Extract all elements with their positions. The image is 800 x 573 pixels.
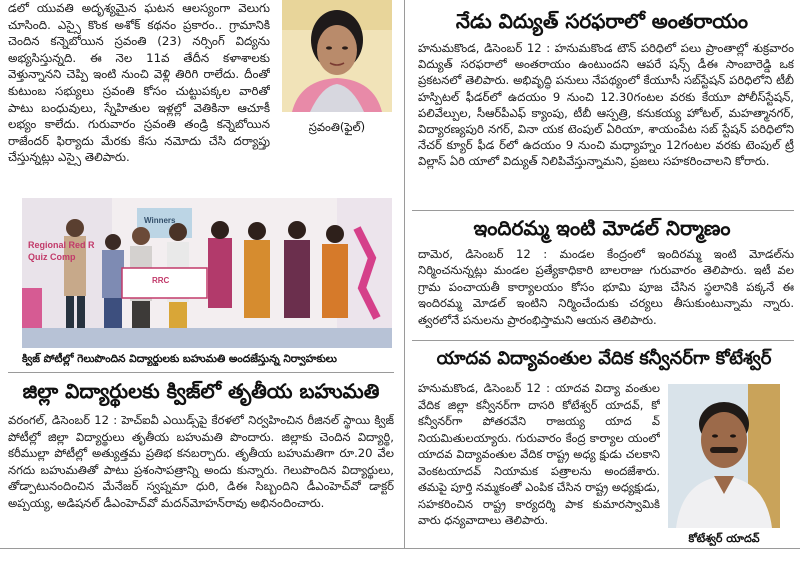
cheque-text: RRC	[152, 276, 170, 285]
missing-girl-portrait	[282, 0, 392, 112]
board-text: Winners	[144, 216, 176, 225]
indiramma-story-headline: ఇందిరమ్మ ఇంటి మోడల్ నిర్మాణం	[473, 216, 731, 240]
right-separator-1	[412, 210, 794, 211]
quiz-story-headline: జిల్లా విద్యార్థులకు క్విజ్‌లో తృతీయ బహుమతి	[22, 379, 380, 403]
indiramma-story-text: దామెర, డిసెంబర్ 12 : మండల కేంద్రంలో ఇందిరమ్మ ఇంటి మోడల్‌ను నిర్మించనున్నట్లు మండల ప్రత్యేకాధికారి బాలరాజు గురువారం తెలిపారు. ఇటీ వల గ్రామ పంచాయతీ కార్యాలయం కోసం భూమి పూజ చేసిన స్థలానికి పక్కనే ఈ ఇందిరమ్మ మోడల్ ఇంటిని నిర్మించేందుకు చర్యలు తీసుకుంటున్నామ న్నారు. త్వరలోనే పనులను ప్రారంభిస్తామని ఆయన తెలిపారు.	[418, 247, 794, 327]
girl-portrait-icon	[282, 0, 392, 112]
event-photo-caption: క్విజ్ పోటీల్లో గెలుపొందిన విద్యార్థులకు బహుమతి అందజేస్తున్న నిర్వాహకులు	[22, 353, 337, 365]
column-divider	[404, 0, 405, 548]
yadava-story-headline: యాదవ విద్యావంతుల వేదిక కన్వీనర్‌గా కోటేశ్వర్	[436, 348, 772, 369]
award-ceremony-icon	[22, 198, 392, 348]
left-separator	[8, 372, 394, 373]
koteshwar-portrait	[668, 384, 780, 528]
bottom-rule	[0, 548, 800, 549]
banner-text-1: Regional Red R	[28, 240, 95, 250]
right-separator-2	[412, 340, 794, 341]
banner-text-2: Quiz Comp	[28, 252, 76, 262]
quiz-story-text: వరంగల్, డిసెంబర్ 12 : హెచ్ఐవీ ఎయిడ్స్‌పై కేరళలో నిర్వహించిన రీజినల్ స్థాయి క్విజ్ పోటీల్లో జిల్లా విద్యార్థులు తృతీయ బహుమతి పొందారు. జిల్లాకు చెందిన విద్యార్థి, కరీముల్లా పోటీల్లో అత్యుత్తమ ప్రతిభ కనబర్చారు. తృతీయ బహుమతిగా రూ.20 వేల నగదు బహుమతితో పాటు ప్రశంసాపత్రాన్ని అందు కున్నారు. గెలుపొందిన విద్యార్థులు, తోడ్పాటునందించిన మేనేజర్ స్వప్నమా ధురి, డిఈ సిబ్బందిని డీఎంహెచ్‌వో డాక్టర్ అప్పయ్య, అడిషనల్ డీఎంహెచ్‌వో మదన్‌మోహన్‌రావు అభినందించారు.	[8, 413, 394, 510]
koteshwar-photo-caption: కోటేశ్వర్ యాదవ్	[688, 532, 760, 545]
quiz-award-photo	[22, 198, 392, 348]
power-story-text: హనుమకొండ, డిసెంబర్ 12 : హనుమకొండ టౌన్ పరిధిలో పలు ప్రాంతాల్లో శుక్రవారం విద్యుత్ సరఫరాలో అంతరాయం ఉంటుందని ఆపరే షన్స్ డీఈ సాంబారెడ్డి ఒక ప్రకటనలో తెలిపారు. అభివృద్ధి పనులు నేపథ్యంలో కేయూసీ సబ్‌స్టేషన్ పరిధిలోని టీబీ హస్పిటల్ ఫీడర్‌లో ఉదయం 9 నుంచి 12.30గంటల వరకు కేయూ పోలీస్‌స్టేషన్, పలివేల్పుల, సీఆర్‌పీఎఫ్ క్యాంపు, టీబీ ఆస్పత్రి, కనుకయ్య హోటల్, మహత్మానగర్, విద్యారణ్యపురి నగర్, వినా యక టెంపుల్ ఏరియా, శాయంపేట సబ్ స్టేషన్ పరిధిలోని నేచర్ క్యూర్ ఫీడ ర్‌లో ఉదయం 9 నుంచి మధ్యాహ్నం 12గంటల వరకు టెంపుల్ ట్రీ విల్లాస్ ఏరి యాలో విద్యుత్ నిలిపివేస్తున్నామని, ప్రజలు సహకరించాలని కోరారు.	[418, 41, 794, 169]
man-portrait-icon	[668, 384, 780, 528]
missing-girl-story-text: డలో యువతి అదృశ్యమైన ఘటన ఆలస్యంగా వెలుగు చూసింది. ఎస్సై కొంక అశోక్ కథనం ప్రకారం.. గ్రామానికి చెందిన కన్నెబోయిన స్రవంతి (23) నర్సింగ్ విద్యను అభ్యసిస్తున్నది. ఈ నెల 11వ తేదీన కళాశాలకు వెళ్తున్నానని చెప్పి ఇంటి నుంచి వెళ్లి తిరిగి రాలేదు. దీంతో కుటుంబ సభ్యులు స్రవంతి కోసం చుట్టుపక్కల వారితో పాటు బంధువులు, స్నేహితుల ఇళ్లల్లో వెతికినా ఆచూకీ లభ్యం కాలేదు. గురువారం స్రవంతి తండ్రి కన్నెబోయిన రాజేందర్ ఫిర్యాదు మేరకు కేసు నమోదు చేసి దర్యాప్తు చేస్తున్నట్లు ఎస్సై తెలిపారు.	[8, 1, 270, 165]
yadava-story-text: హనుమకొండ, డిసెంబర్ 12 : యాదవ విద్యా వంతుల వేదిక జిల్లా కన్వీనర్‌గా దాసరి కోటేశ్వర్ యాదవ్, కో కన్వీనర్‌గా పోతరవేని రాజయ్య యాద వ్ నియమితులయ్యారు. గురువారం కేంద్ర కార్యాల యంలో యాదవ విద్యావంతుల వేదిక రాష్ట్ర అధ్య క్షుడు చలకాని వెంకటయాదవ్ నియామక పత్రాలను అందజేశారు. తమపై పూర్తి నమ్మకంతో ఎంపిక చేసిన రాష్ట్ర అధ్యక్షుడు, సహకరించిన రాష్ట్ర కార్యదర్శి పాక కుమారస్వామికి వారు ధన్యవాదాలు తెలిపారు.	[418, 381, 660, 527]
portrait-caption: స్రవంతి(ఫైల్)	[308, 120, 366, 134]
power-story-headline: నేడు విద్యుత్ సరఫరాలో అంతరాయం	[455, 9, 749, 33]
